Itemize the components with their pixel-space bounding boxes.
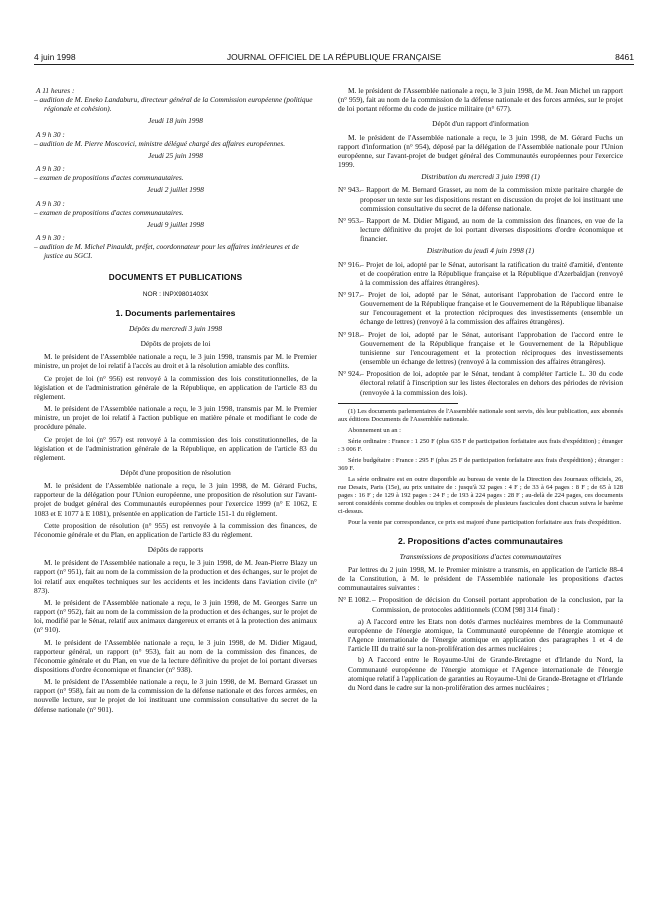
paragraph: M. le président de l'Assemblée nationale a reçu, le 3 juin 1998, de M. Jean-Pierre Blazy un rapport (n° 951), fait au nom de la commission de la production et des échanges, sur le projet de loi relatif aux enquêtes techniques sur les accidents et les incidents dans l'aviation civile (n° 873).: [34, 558, 317, 595]
left-column: [34, 86, 317, 717]
paragraph: M. le président de l'Assemblée nationale a reçu, le 3 juin 1998, transmis par M. le Premier ministre, un projet de loi relatif à l'action publique en matière pénale et modifiant le code de procédure pénale.: [34, 404, 317, 432]
paragraph: M. le président de l'Assemblée nationale a reçu, le 3 juin 1998, de M. Georges Sarre un rapport (n° 952), fait au nom de la commission de la production et des échanges, sur le projet de loi, modifié par le Sénat, relatif aux animaux dangereux et errants et à la protection des animaux (n° 910).: [34, 597, 317, 635]
doc-text: – Projet de loi, adopté par le Sénat, autorisant l'approbation de l'accord entre le Gouvernement de la République française et le Gouvernement de la République tunisienne sur l'encouragement et la protection réciproques des investissements (ensemble un échange de lettres) (renvoyé à la commission des affaires étrangères).: [360, 329, 623, 367]
list-item: [338, 185, 623, 212]
distribution-heading: Distribution du mercredi 3 juin 1998 (1): [421, 172, 540, 182]
resolution-heading: Dépôt d'une proposition de résolution: [120, 468, 231, 477]
doc-text: – Proposition de loi, adoptée par le Sénat, tendant à compléter l'article L. 30 du code électoral relatif à l'inscription sur les listes électorales en dehors des périodes de révision (renvoyée à la commission des lois).: [360, 369, 623, 397]
footnote: [338, 408, 623, 527]
paragraph: M. le président de l'Assemblée nationale a reçu, le 3 juin 1998, de M. Gérard Fuchs un rapport d'information (n° 954), déposé par la délégation de l'Assemblée nationale pour l'Union européenne, sur l'avant-projet de budget général des Communautés européennes pour l'exercice 1999.: [338, 132, 623, 170]
sub-item: a) A l'accord entre les Etats non dotés d'armes nucléaires membres de la Communauté européenne de l'énergie atomique, la Communauté européenne de l'énergie atomique et l'Agence internationale de l'énergie atomique en application des paragraphes 1 et 4 de l'article III du traité sur la non-prolifération des armes nucléaires ;: [348, 616, 623, 654]
footnote-text: Série budgétaire : France : 295 F (plus 25 F de participation forfaitaire aux frais d'expédition) ; étranger : 369 F.: [338, 456, 623, 472]
footnote-text: Pour la vente par correspondance, ce prix est majoré d'une participation forfaitaire aux frais d'expédition.: [348, 518, 622, 526]
doc-number: N° 918.: [338, 329, 361, 339]
info-heading: Dépôt d'un rapport d'information: [432, 119, 529, 129]
paragraph: Ce projet de loi (n° 957) est renvoyé à la commission des lois constitutionnelles, de la législation et de l'administration générale de la République, en application de l'article 83 du règlement.: [34, 434, 317, 462]
agenda-date: Jeudi 18 juin 1998: [148, 116, 203, 126]
header-rule: [34, 64, 634, 65]
agenda-time: A 9 h 30 :: [36, 164, 65, 174]
doc-number: N° 917.: [338, 289, 361, 299]
footnote-text: La série ordinaire est en outre disponible au bureau de vente de la Direction des Journaux officiels, 26, rue Desaix, Paris (15e), au prix unitaire de : jusqu'à 32 pages : 4 F ; de 33 à 64 pages : 8 F ; de 65 à 128 pages : 16 F ; de 129 à 192 pages : 24 F ; de 193 à 224 pages : 28 F ; au-delà de 224 pages, ces documents seront considérés comme doubles ou triples et composés de plusieurs fascicules dont chacun suivra le barème ci-dessus.: [338, 475, 624, 515]
distribution-heading: Distribution du jeudi 4 juin 1998 (1): [426, 246, 535, 256]
doc-number: N° 953.: [338, 215, 361, 225]
doc-number: N° 943.: [338, 185, 361, 195]
list-item: [338, 595, 623, 613]
projets-heading: Dépôts de projets de loi: [140, 339, 211, 349]
paragraph: M. le président de l'Assemblée nationale a reçu, le 3 juin 1998, de M. Didier Migaud, rapporteur général, un rapport (n° 953), fait au nom de la commission des finances, de l'économie générale et du Plan, en vue de la lecture définitive du projet de loi portant diverses dispositions d'ordre économique et financier (n° 938).: [34, 637, 317, 674]
transmissions-heading: Transmissions de propositions d'actes communautaires: [399, 551, 562, 561]
doc-text: – Projet de loi, adopté par le Sénat, autorisant la ratification du traité d'amitié, d'entente et de coopération entre la République française et la République d'Azerbaïdjan (renvoyé à la commission des affaires étrangères).: [360, 259, 623, 287]
nor-reference: NOR : INPX9801403X: [142, 290, 209, 298]
doc-text: – Proposition de décision du Conseil portant approbation de la conclusion, par la Commission, de protocoles additionnels (COM [98] 314 final) :: [372, 595, 623, 614]
footnote-rule: [338, 403, 458, 404]
header-date: 4 juin 1998: [34, 52, 76, 62]
paragraph: Ce projet de loi (n° 956) est renvoyé à la commission des lois constitutionnelles, de la législation et de l'administration générale de la République, en application de l'article 83 du règlement.: [34, 373, 317, 401]
doc-number: N° 916.: [338, 259, 361, 269]
agenda-time: A 9 h 30 :: [36, 233, 65, 243]
subsection-title: 2. Propositions d'actes communautaires: [398, 535, 563, 546]
rapports-heading: Dépôts de rapports: [147, 545, 204, 555]
agenda-date: Jeudi 2 juillet 1998: [147, 185, 204, 195]
agenda-time: A 9 h 30 :: [36, 198, 65, 208]
agenda-time: A 11 heures :: [36, 86, 75, 95]
agenda-item: – audition de M. Pierre Moscovici, ministre délégué chargé des affaires européennes.: [34, 138, 286, 148]
section-title: DOCUMENTS ET PUBLICATIONS: [108, 272, 243, 282]
agenda-date: Jeudi 25 juin 1998: [148, 150, 203, 160]
footnote-text: Série ordinaire : France : 1 250 F (plus 635 F de participation forfaitaire aux frais d'expédition) ; étranger : 3 006 F.: [338, 437, 623, 453]
agenda-item: – audition de M. Michel Pinauldt, préfet, coordonnateur pour les affaires intérieures et de justice au SGCI.: [34, 242, 299, 261]
depot-date: Dépôts du mercredi 3 juin 1998: [128, 323, 223, 333]
footnote-text: (1) Les documents parlementaires de l'Assemblée nationale sont servis, dès leur publication, aux abonnés aux éditions Documents de l'Assemblée nationale.: [338, 407, 623, 423]
list-item: [338, 260, 623, 287]
paragraph: M. le président de l'Assemblée nationale a reçu, le 3 juin 1998, de M. Jean Michel un rapport (n° 959), fait au nom de la commission de la défense nationale et des forces armées, sur le projet de loi portant réforme du code de justice militaire (n° 677).: [338, 86, 623, 114]
footnote-text: Abonnement un an :: [348, 426, 401, 434]
agenda-item: – examen de propositions d'actes communautaires.: [34, 207, 184, 217]
list-item: [338, 290, 623, 327]
agenda-item: – examen de propositions d'actes communautaires.: [34, 173, 184, 183]
doc-text: – Projet de loi, adopté par le Sénat, autorisant l'approbation de l'accord entre le Gouvernement de la République française et le Gouvernement de la République libanaise sur l'encouragement et la protection réciproques des investissements (ensemble un échange de lettres) (renvoyé à la commission des affaires étrangères).: [360, 289, 623, 327]
agenda-date: Jeudi 9 juillet 1998: [147, 219, 204, 229]
journal-title: JOURNAL OFFICIEL DE LA RÉPUBLIQUE FRANÇAISE: [226, 52, 442, 62]
doc-number: N° E 1082.: [338, 595, 371, 605]
paragraph: M. le président de l'Assemblée nationale a reçu, le 3 juin 1998, transmis par M. le Premier ministre, un projet de loi relatif à l'accès au droit et à la résolution amiable des conflits.: [34, 352, 317, 371]
list-item: [338, 330, 623, 367]
page-number: 8461: [615, 52, 634, 62]
list-item: [338, 216, 623, 243]
paragraph: M. le président de l'Assemblée nationale a reçu, le 3 juin 1998, de M. Bernard Grasset un rapport (n° 958), fait au nom de la commission de la défense nationale et des forces armées, en nouvelle lecture, sur le projet de loi instituant une commission consultative du secret de la défense nationale (n° 901).: [34, 677, 317, 714]
list-item: [338, 369, 623, 396]
agenda-time: A 9 h 30 :: [36, 129, 65, 139]
agenda-item: – audition de M. Eneko Landaburu, directeur général de la Commission européenne (politique régionale et cohésion).: [34, 95, 313, 114]
subsection-title: 1. Documents parlementaires: [115, 307, 236, 318]
sub-item: b) A l'accord entre le Royaume-Uni de Grande-Bretagne et d'Irlande du Nord, la Communauté européenne de l'énergie atomique et l'Agence internationale de l'énergie atomique relatif à l'application de garanties au Royaume-Uni de Grande-Bretagne et d'Irlande du Nord dans le cadre sur la non-prolifération des armes nucléaires ;: [348, 655, 623, 692]
doc-text: – Rapport de M. Bernard Grasset, au nom de la commission mixte paritaire chargée de proposer un texte sur les dispositions restant en discussion du projet de loi instituant une commission consultative du secret de la défense nationale.: [360, 185, 623, 213]
paragraph: Cette proposition de résolution (n° 955) est renvoyée à la commission des finances, de l'économie générale et du Plan, en application de l'article 83 du règlement.: [34, 520, 317, 539]
paragraph: M. le président de l'Assemblée nationale a reçu, le 3 juin 1998, de M. Gérard Fuchs, rapporteur de la délégation pour l'Union européenne, une proposition de résolution sur l'avant-projet de budget général des Communautés européennes pour l'exercice 1999 (n° E 1062, E 1083 et E 1077 à E 1081), présentée en application de l'article 151-1 du règlement.: [34, 481, 317, 518]
doc-number: N° 924.: [338, 369, 361, 379]
right-column: [338, 86, 623, 694]
doc-text: – Rapport de M. Didier Migaud, au nom de la commission des finances, en vue de la lecture définitive du projet de loi portant diverses dispositions d'ordre économique et financier.: [360, 215, 623, 244]
paragraph: Par lettres du 2 juin 1998, M. le Premier ministre a transmis, en application de l'article 88-4 de la Constitution, à M. le président de l'Assemblée nationale les propositions d'actes communautaires suivantes :: [338, 565, 623, 593]
